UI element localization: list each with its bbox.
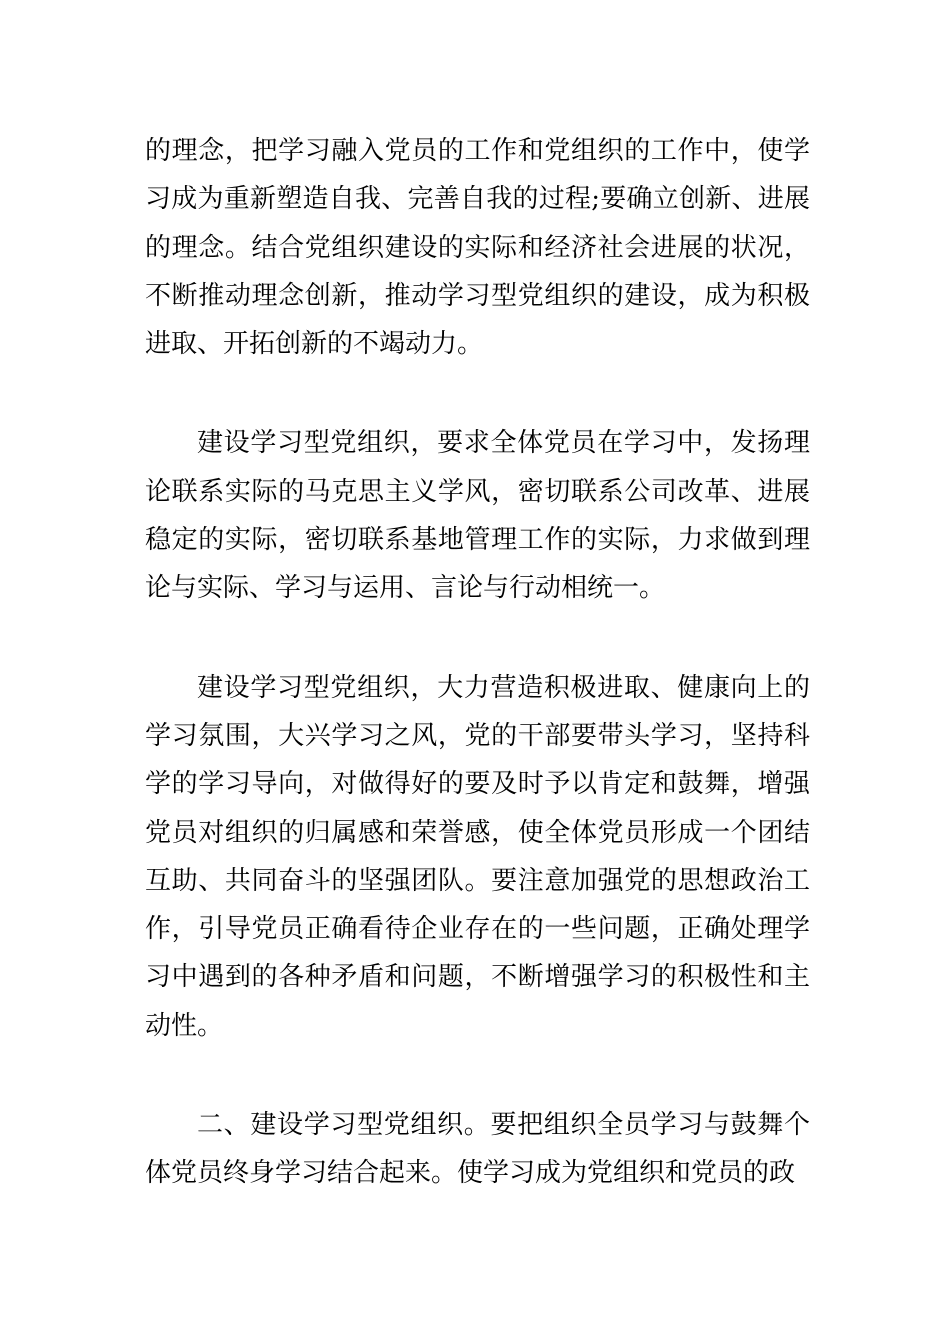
document-body: [145, 127, 810, 1198]
paragraph-continuation: 的理念，把学习融入党员的工作和党组织的工作中，使学习成为重新塑造自我、完善自我的过程;要确立创新、进展的理念。结合党组织建设的实际和经济社会进展的状况，不断推动理念创新，推动学习型党组织的建设，成为积极进取、开拓创新的不竭动力。: [145, 136, 810, 360]
paragraph-3: 建设学习型党组织，大力营造积极进取、健康向上的学习氛围，大兴学习之风，党的干部要带头学习，坚持科学的学习导向，对做得好的要及时予以肯定和鼓舞，增强党员对组织的归属感和荣誉感，使全体党员形成一个团结互助、共同奋斗的坚强团队。要注意加强党的思想政治工作，引导党员正确看待企业存在的一些问题，正确处理学习中遇到的各种矛盾和问题，不断增强学习的积极性和主动性。: [145, 672, 810, 1041]
paragraph-4: 二、建设学习型党组织。要把组织全员学习与鼓舞个体党员终身学习结合起来。使学习成为党组织和党员的政: [145, 1110, 810, 1189]
paragraph-2: 建设学习型党组织，要求全体党员在学习中，发扬理论联系实际的马克思主义学风，密切联系公司改革、进展稳定的实际，密切联系基地管理工作的实际，力求做到理论与实际、学习与运用、言论与行动相统一。: [145, 428, 810, 604]
